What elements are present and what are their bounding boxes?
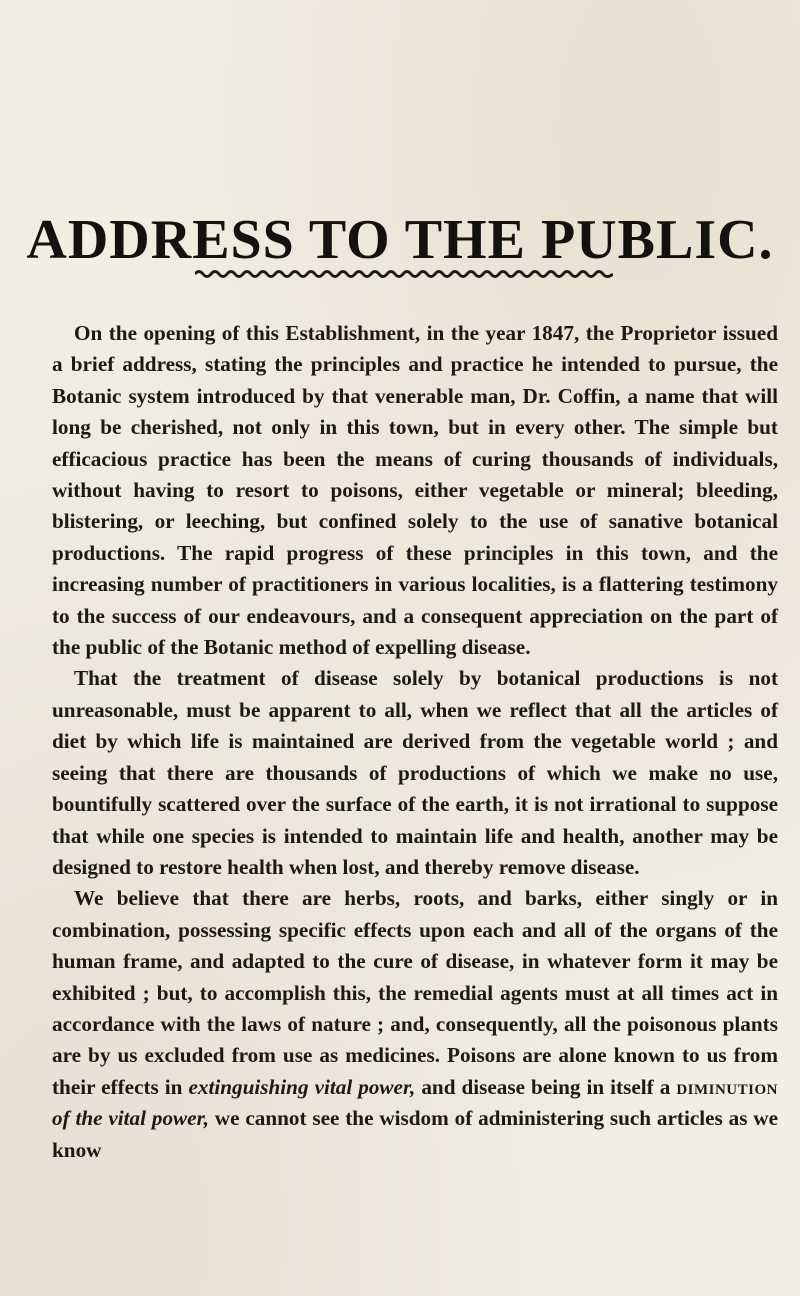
paragraph-2: That the treatment of disease solely by botanical productions is not unreasonable, must be apparent to all, when we reflect that all the articles of diet by which life is maintained are derived from the vegetable world ; and seeing that there are thousands of productions of which we make no use, bountifully scattered over the surface of the earth, it is not irrational to suppose that while one species is intended to maintain life and health, another may be designed to restore health when lost, and thereby remove disease. — [52, 666, 778, 879]
body-text — [52, 318, 778, 1166]
paragraph-3-text-start: We believe that there are herbs, roots, and barks, either singly or in combination, possessing specific effects upon each and all of the organs of the human frame, and adapted to the cure of disease, in whatever form it may be exhibited ; but, to accomplish this, the remedial agents must at all times act in accordance with the laws of nature ; and, consequently, all the poisonous plants are by us excluded from use as medicines. Poisons are alone known to us from their effects in — [52, 886, 778, 1099]
paragraph-3-small-caps-word: diminution — [676, 1074, 778, 1099]
paragraph-3-italic-phrase-2: of the vital power, — [52, 1106, 209, 1131]
paragraph-1: On the opening of this Establishment, in the year 1847, the Proprietor issued a brief address, stating the principles and practice he intended to pursue, the Botanic system introduced by that venerable man, Dr. Coffin, a name that will long be cherished, not only in this town, but in every other. The simple but efficacious practice has been the means of curing thousands of individuals, without having to resort to poisons, either vegetable or mineral; bleeding, blistering, or leeching, but confined solely to the use of sanative botanical productions. The rapid progress of these principles in this town, and the increasing number of practitioners in various localities, is a flattering testimony to the success of our endeavours, and a consequent appreciation on the part of the public of the Botanic method of expelling disease. — [52, 321, 778, 660]
page-title: ADDRESS TO THE PUBLIC. — [26, 208, 774, 271]
paragraph-3 — [52, 883, 778, 1166]
decorative-wavy-rule — [195, 268, 613, 280]
paragraph-3-text-end: we cannot see the wisdom of administering such articles as we know — [52, 1106, 778, 1162]
paragraph-3-text-middle: and disease being in itself a — [421, 1074, 671, 1099]
paragraph-3-italic-phrase-1: extinguishing vital power, — [188, 1074, 416, 1099]
